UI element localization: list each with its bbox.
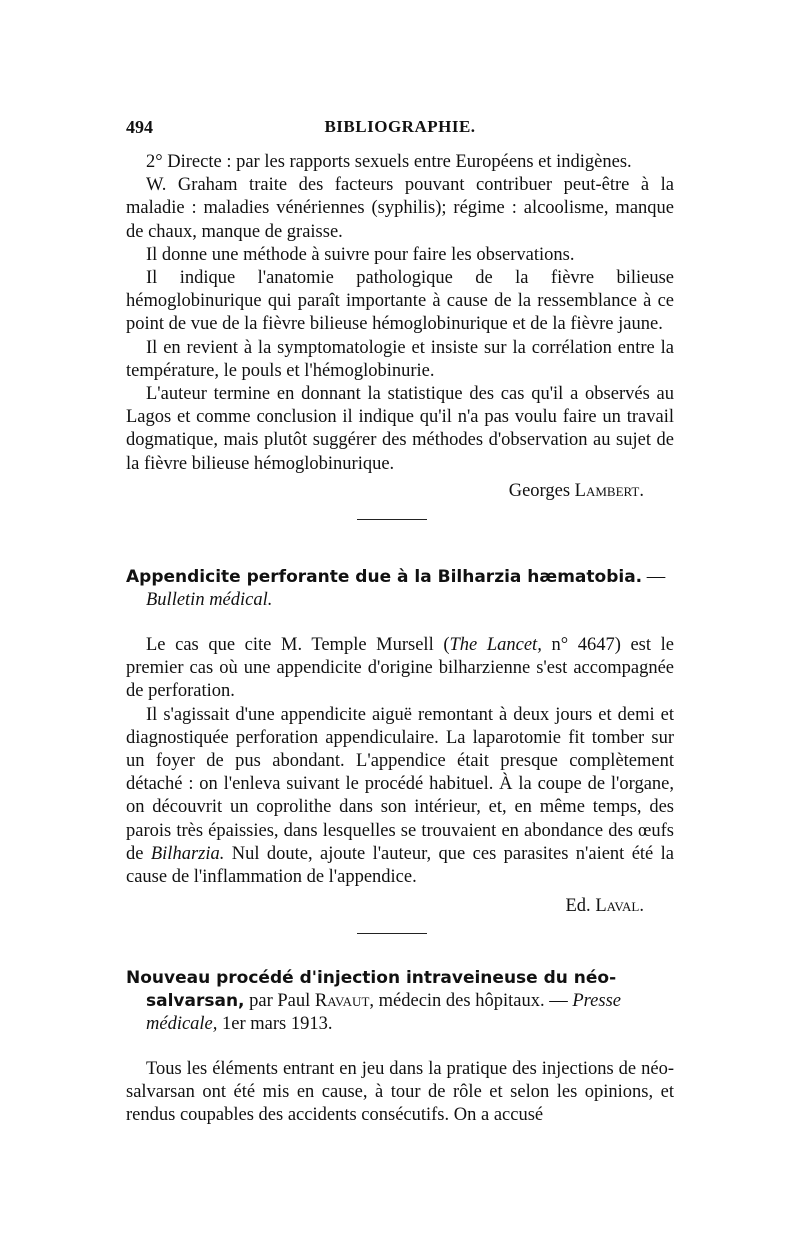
- review-appendicite: [126, 566, 674, 918]
- page-number: 494: [126, 117, 153, 137]
- paragraph: Il indique l'anatomie pathologique de la fièvre bilieuse hémoglobinurique qui paraît importante à cause de la ressemblance à ce point de vue de la fièvre bilieuse hémoglobinurique et de la fièvre jaune.: [126, 268, 674, 335]
- article-heading: Nouveau procédé d'injection intraveineuse du néo-salvarsan, par Paul Ravaut, médecin des hôpitaux. — Presse médicale, 1er mars 1913.: [126, 968, 621, 1034]
- paragraph: Le cas que cite M. Temple Mursell (The Lancet, n° 4647) est le premier cas où une appendicite d'origine bilharzienne s'est accompagnée de perforation.: [126, 635, 674, 702]
- paragraph: Tous les éléments entrant en jeu dans la pratique des injections de néo-salvarsan ont été mis en cause, à tour de rôle et selon les opinions, et rendus coupables des accidents consécutifs. On a accusé: [126, 1059, 674, 1126]
- review-graham: [126, 151, 674, 503]
- paragraph: L'auteur termine en donnant la statistique des cas qu'il a observés au Lagos et comme conclusion il indique qu'il n'a pas voulu faire un travail dogmatique, mais plutôt suggérer des méthodes d'observation au sujet de la fièvre bilieuse hémoglobinurique.: [126, 384, 674, 474]
- page-header: [126, 117, 674, 139]
- section-divider: [357, 519, 427, 520]
- paragraph: Il en revient à la symptomatologie et insiste sur la corrélation entre la température, le pouls et l'hémoglobinurie.: [126, 337, 674, 381]
- paragraph: Il donne une méthode à suivre pour faire les observations.: [146, 244, 575, 265]
- paragraph: 2° Directe : par les rapports sexuels entre Européens et indigènes.: [146, 152, 632, 172]
- paragraph: Il s'agissait d'une appendicite aiguë remontant à deux jours et demi et diagnostiquée perforation appendiculaire. La laparotomie fit tomber sur un foyer de pus abondant. L'appendice était presque complètement détaché : on l'enleva suivant le procédé habituel. À la coupe de l'organe, on découvrit un coprolithe dans son intérieur, et, en même temps, des parois très épaissies, dans lesquelles se trouvaient en abondance des œufs de Bilharzia. Nul doute, ajoute l'auteur, que ces parasites n'aient été la cause de l'inflammation de l'appendice.: [126, 704, 675, 888]
- paragraph: W. Graham traite des facteurs pouvant contribuer peut-être à la maladie : maladies vénériennes (syphilis); régime : alcoolisme, manque de chaux, manque de graisse.: [126, 175, 674, 242]
- running-title: BIBLIOGRAPHIE.: [324, 117, 476, 136]
- article-heading: Appendicite perforante due à la Bilharzia hæmatobia. — Bulletin médical.: [126, 567, 666, 610]
- signature-lambert: Georges Lambert.: [508, 480, 644, 501]
- signature-laval: Ed. Laval.: [565, 896, 644, 917]
- section-divider: [357, 933, 427, 934]
- review-neosalvarsan: [126, 967, 674, 1128]
